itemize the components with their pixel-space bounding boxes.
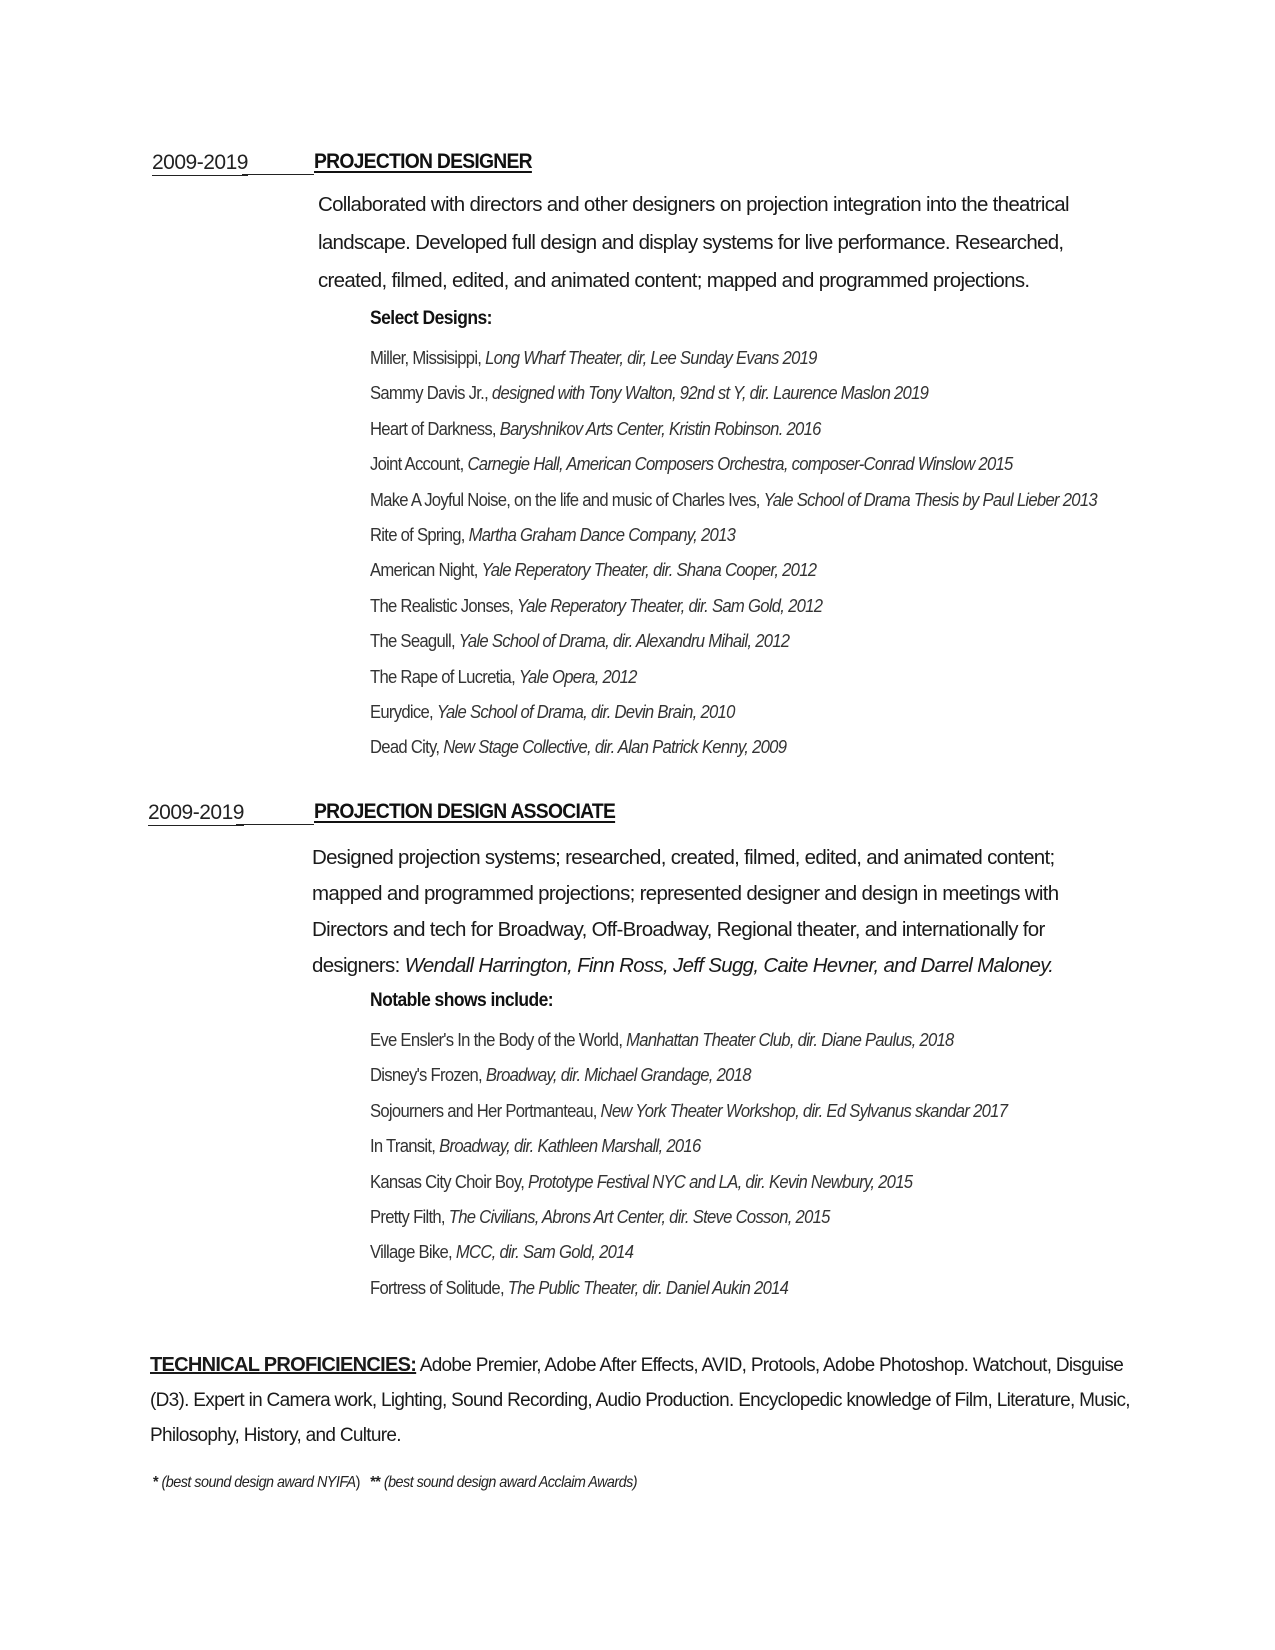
list-item (370, 482, 1097, 517)
list-item (370, 623, 1097, 658)
list-item (370, 1234, 1007, 1269)
section-2-show-list (370, 1022, 1078, 1305)
item-detail: Yale Reperatory Theater, dir. Shana Cooper, 2012 (481, 559, 817, 581)
award-mark-2: ** (370, 1474, 381, 1491)
award-note-1: (best sound design award NYIFA (158, 1474, 356, 1491)
item-detail: The Civilians, Abrons Art Center, dir. Steve Cosson, 2015 (448, 1205, 830, 1227)
list-item (370, 729, 1097, 764)
item-title: Joint Account, (370, 453, 468, 475)
list-item (370, 694, 1097, 729)
technical-label: TECHNICAL PROFICIENCIES: (150, 1354, 417, 1376)
technical-text: Adobe Premier, Adobe After Effects, AVID, Protools, Adobe Photoshop. Watchout, Disguise (D3). Expert in Camera work, Lighting, Sound Recording, Audio Production. Encyclopedic knowledge of Film, Literature, Music, Philosophy, History, and Culture. (150, 1355, 1130, 1446)
section-1-title: PROJECTION DESIGNER (314, 150, 532, 173)
section-2-list-heading: Notable shows include: (370, 990, 554, 1011)
item-title: The Realistic Jonses, (370, 594, 518, 616)
list-item (370, 517, 1097, 552)
item-title: The Rape of Lucretia, (370, 665, 519, 687)
award-note-2: (best sound design award Acclaim Awards) (380, 1474, 638, 1491)
list-item (370, 375, 1097, 410)
item-detail: New York Theater Workshop, dir. Ed Sylvanus skandar 2017 (600, 1099, 1008, 1121)
section-2-description-text: Designed projection systems; researched, created, filmed, edited, and animated content; mapped and programmed projections; represented designer and design in meetings with Directors and tech for Broadway, Off-Broadway, Regional theater, and internationally for designers: (312, 846, 1059, 977)
list-item (370, 1270, 1007, 1305)
section-1-years-rule (242, 174, 314, 175)
item-title: Rite of Spring, (370, 523, 469, 545)
item-title: Disney's Frozen, (370, 1064, 486, 1086)
item-detail: The Public Theater, dir. Daniel Aukin 2014 (507, 1276, 789, 1298)
section-1-list-heading: Select Designs: (370, 308, 492, 329)
item-detail: Yale School of Drama, dir. Alexandru Mihail, 2012 (458, 630, 790, 652)
item-detail: New Stage Collective, dir. Alan Patrick Kenny, 2009 (443, 736, 787, 758)
item-detail: Yale Opera, 2012 (518, 665, 637, 687)
section-2-designer-names: Wendall Harrington, Finn Ross, Jeff Sugg, Caite Hevner, and Darrel Maloney. (404, 954, 1054, 977)
item-title: In Transit, (370, 1135, 440, 1157)
item-detail: MCC, dir. Sam Gold, 2014 (455, 1241, 634, 1263)
awards-note (153, 1474, 637, 1492)
item-detail: Yale School of Drama Thesis by Paul Lieber 2013 (763, 488, 1097, 510)
item-title: The Seagull, (370, 630, 459, 652)
section-2-years-rule (236, 824, 314, 825)
list-item (370, 1057, 1007, 1092)
list-item (370, 659, 1097, 694)
item-title: Fortress of Solitude, (370, 1276, 508, 1298)
section-1-years: 2009-2019 (152, 151, 248, 174)
section-2-years: 2009-2019 (148, 801, 244, 824)
item-title: Eurydice, (370, 700, 437, 722)
item-detail: Manhattan Theater Club, dir. Diane Paulus, 2018 (626, 1029, 954, 1050)
item-title: Dead City, (370, 736, 444, 758)
list-item (370, 340, 1097, 375)
item-title: Kansas City Choir Boy, (370, 1170, 529, 1192)
item-detail: Broadway, dir. Michael Grandage, 2018 (485, 1064, 751, 1086)
item-title: Village Bike, (370, 1241, 456, 1263)
list-item (370, 1199, 1007, 1234)
list-item (370, 1022, 1007, 1057)
award-mark-1: * (153, 1474, 159, 1491)
item-detail: Yale Reperatory Theater, dir. Sam Gold, 2012 (517, 594, 823, 616)
item-detail: Yale School of Drama, dir. Devin Brain, 2010 (436, 700, 735, 722)
item-title: Eve Ensler's In the Body of the World, (370, 1029, 627, 1050)
item-detail: Long Wharf Theater, dir, Lee Sunday Evans 2019 (485, 347, 817, 368)
technical-proficiencies (150, 1348, 1130, 1453)
section-2-title: PROJECTION DESIGN ASSOCIATE (314, 800, 616, 823)
item-title: Make A Joyful Noise, on the life and music of Charles Ives, (370, 488, 764, 510)
list-item (370, 588, 1097, 623)
item-detail: Broadway, dir. Kathleen Marshall, 2016 (439, 1135, 701, 1157)
list-item (370, 1128, 1007, 1163)
item-title: Sammy Davis Jr., (370, 382, 492, 404)
item-detail: Martha Graham Dance Company, 2013 (468, 523, 736, 545)
item-title: Sojourners and Her Portmanteau, (370, 1099, 601, 1121)
section-2-description (312, 840, 1112, 984)
item-detail: Baryshnikov Arts Center, Kristin Robinson. 2016 (499, 417, 821, 439)
section-1-design-list (370, 340, 1178, 765)
item-detail: designed with Tony Walton, 92nd st Y, dir. Laurence Maslon 2019 (491, 382, 929, 404)
section-1-description: Collaborated with directors and other designers on projection integration into the theatrical landscape. Developed full design and display systems for live performance. Researched, created, filmed, edited, and animated content; mapped and programmed projections. (318, 193, 1069, 292)
item-title: Heart of Darkness, (370, 417, 500, 439)
item-title: American Night, (370, 559, 482, 581)
list-item (370, 1164, 1007, 1199)
award-note-1-close: ) (355, 1474, 360, 1491)
item-detail: Carnegie Hall, American Composers Orchestra, composer-Conrad Winslow 2015 (467, 453, 1013, 475)
item-title: Pretty Filth, (370, 1205, 449, 1227)
item-title: Miller, Missisippi, (370, 347, 486, 368)
list-item (370, 411, 1097, 446)
list-item (370, 446, 1097, 481)
list-item (370, 1093, 1007, 1128)
list-item (370, 552, 1097, 587)
item-detail: Prototype Festival NYC and LA, dir. Kevin Newbury, 2015 (528, 1170, 913, 1192)
